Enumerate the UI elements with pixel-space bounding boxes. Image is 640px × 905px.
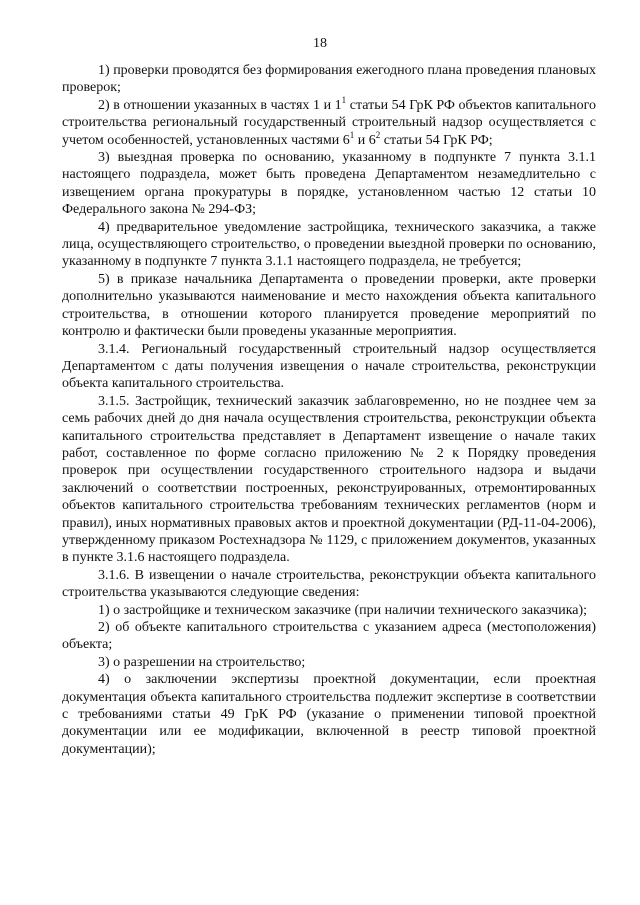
paragraph-3-1-4: 3.1.4. Региональный государственный строительный надзор осуществляется Департаментом с даты получения извещения о начале строительства, реконструкции объекта капитального строительства. bbox=[62, 341, 596, 392]
paragraph-item-5: 5) в приказе начальника Департамента о проведении проверки, акте проверки дополнительно указываются наименование и место нахождения объекта капитального строительства, в отношении которого планируется проведение мероприятий по контролю и фактически были проведены указанные мероприятия. bbox=[62, 271, 596, 340]
paragraph-item-3: 3) выездная проверка по основанию, указанному в подпункте 7 пункта 3.1.1 настоящего подраздела, может быть проведена Департаментом незамедлительно с извещением органа прокуратуры в порядке, установленном частью 12 статьи 10 Федерального закона № 294-ФЗ; bbox=[62, 150, 596, 218]
superscript-1: 1 bbox=[341, 94, 347, 105]
paragraph-3-1-6-item-3: 3) о разрешении на строительство; bbox=[98, 654, 306, 670]
paragraph-item-2-part-4: статьи 54 ГрК РФ; bbox=[380, 132, 493, 148]
paragraph-3-1-5: 3.1.5. Застройщик, технический заказчик заблаговременно, но не позднее чем за семь рабочих дней до дня начала осуществления строительства, реконструкции объекта капитального строительства представляет в Департамент извещение о начале таких работ, составленное по форме согласно приложению № 2 к Порядку проведения проверок при осуществлении государственного строительного надзора и выдачи заключений о соответствии построенных, реконструированных, отремонтированных объектов капитального строительства требованиям технических регламентов (норм и правил), иных нормативных правовых актов и проектной документации (РД-11-04-2006), утвержденному приказом Ростехнадзора № 1129, с приложением документов, указанных в пункте 3.1.6 настоящего подраздела. bbox=[62, 393, 596, 566]
paragraph-item-4: 4) предварительное уведомление застройщика, технического заказчика, а также лица, осуществляющего строительство, о проведении выездной проверки по основанию, указанному в подпункте 7 пункта 3.1.1 настоящего подраздела, не требуется; bbox=[62, 219, 596, 270]
paragraph-3-1-6-item-1: 1) о застройщике и техническом заказчике (при наличии технического заказчика); bbox=[98, 602, 588, 618]
paragraph-item-1: 1) проверки проводятся без формирования ежегодного плана проведения плановых проверок; bbox=[62, 63, 596, 96]
paragraph-item-2-part-3: и 6 bbox=[354, 132, 376, 148]
paragraph-3-1-6-item-4: 4) о заключении экспертизы проектной документации, если проектная документация объекта капитального строительства подлежит экспертизе в соответствии с требованиями статьи 49 ГрК РФ (указание о применении типовой проектной документации или ее модификации, включенной в реестр типовой проектной документации); bbox=[62, 672, 596, 757]
paragraph-item-2 bbox=[62, 94, 596, 149]
paragraph-item-2-part-2: статьи 54 ГрК РФ объектов капитального строительства региональный государственный строительный надзор осуществляется с учетом особенностей, установленных частями 6 bbox=[62, 97, 596, 148]
paragraph-item-2-part-1: 2) в отношении указанных в частях 1 и 1 bbox=[98, 97, 342, 113]
superscript-3: 2 bbox=[375, 129, 381, 140]
paragraph-3-1-6-item-2: 2) об объекте капитального строительства с указанием адреса (местоположения) объекта; bbox=[62, 620, 596, 653]
paragraph-3-1-6: 3.1.6. В извещении о начале строительства, реконструкции объекта капитального строительства указываются следующие сведения: bbox=[62, 567, 596, 601]
page-number: 18 bbox=[313, 36, 327, 51]
superscript-2: 1 bbox=[349, 129, 355, 140]
document-body bbox=[62, 62, 596, 758]
